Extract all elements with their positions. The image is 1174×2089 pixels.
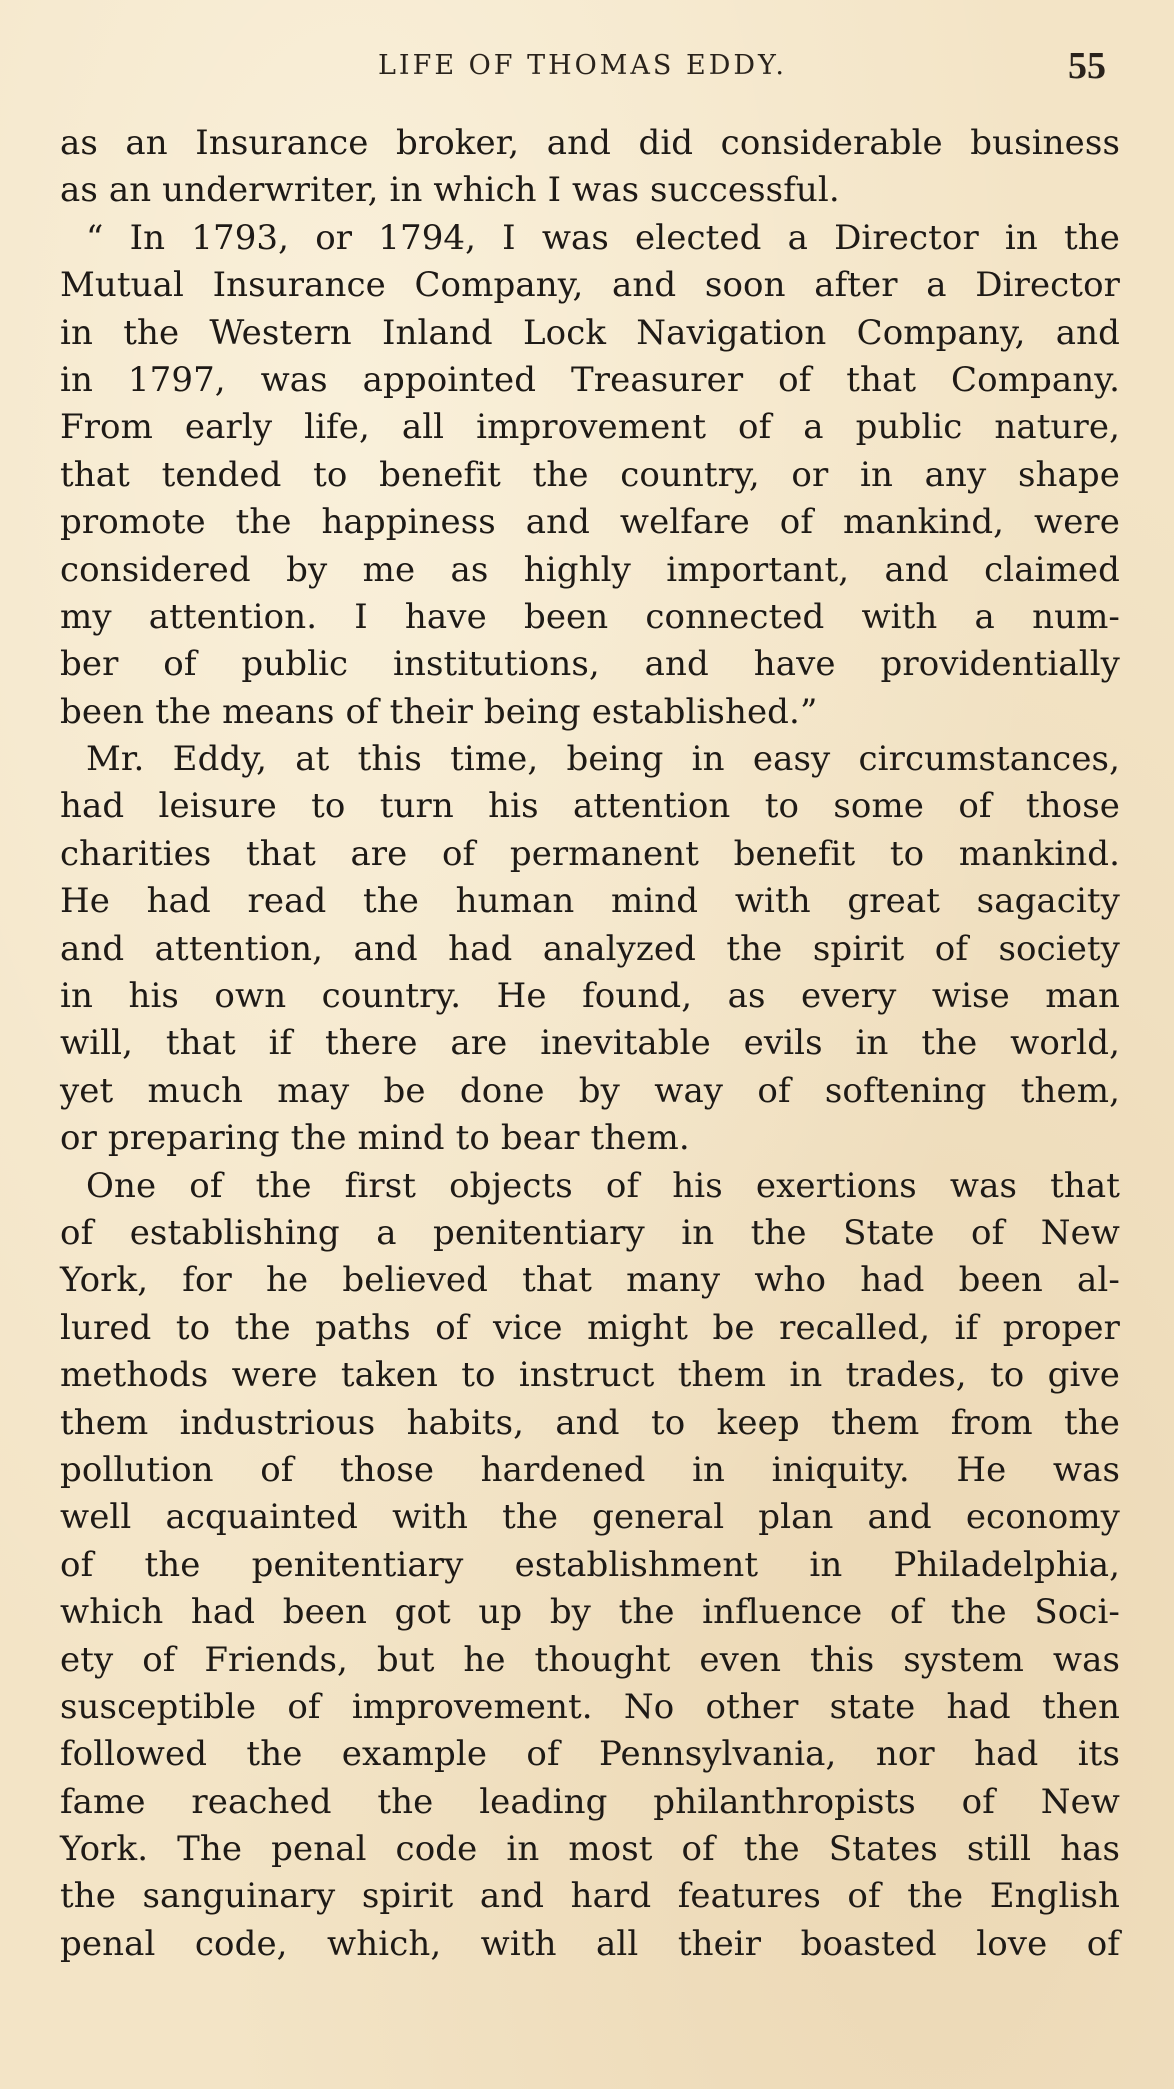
- text-line: susceptible of improvement. No other state had then: [60, 1686, 1120, 1727]
- text-line: One of the first objects of his exertions was that: [86, 1165, 1120, 1206]
- text-line: well acquainted with the general plan and economy: [60, 1497, 1120, 1538]
- text-line: From early life, all improvement of a public nature,: [60, 407, 1120, 448]
- text-line: He had read the human mind with great sagacity: [60, 881, 1120, 922]
- text-line: or preparing the mind to bear them.: [60, 1118, 690, 1159]
- text-line: of establishing a penitentiary in the State of New: [60, 1212, 1120, 1253]
- text-line: yet much may be done by way of softening them,: [60, 1070, 1120, 1111]
- text-line: York, for he believed that many who had been al-: [60, 1260, 1120, 1301]
- text-line: my attention. I have been connected with a num-: [60, 596, 1120, 637]
- text-line: in 1797, was appointed Treasurer of that Company.: [60, 359, 1120, 400]
- text-line: as an Insurance broker, and did considerable business: [60, 123, 1120, 163]
- text-line: penal code, which, with all their boasted love of: [60, 1923, 1120, 1964]
- running-title: LIFE OF THOMAS EDDY.: [378, 50, 787, 81]
- text-line: Mutual Insurance Company, and soon after a Director: [60, 265, 1120, 306]
- text-line: charities that are of permanent benefit to mankind.: [60, 833, 1120, 874]
- text-line: promote the happiness and welfare of mankind, were: [60, 502, 1120, 543]
- text-line: which had been got up by the influence of the Soci-: [60, 1592, 1120, 1633]
- text-line: in the Western Inland Lock Navigation Company, and: [60, 312, 1120, 353]
- text-line: York. The penal code in most of the States still has: [60, 1829, 1120, 1870]
- text-line: them industrious habits, and to keep them from the: [60, 1402, 1120, 1443]
- page-number: 55: [1068, 45, 1106, 87]
- running-head: [0, 44, 1174, 94]
- text-line: had leisure to turn his attention to some of those: [60, 786, 1120, 827]
- text-line: the sanguinary spirit and hard features of the English: [60, 1876, 1120, 1917]
- text-line: Mr. Eddy, at this time, being in easy circumstances,: [86, 739, 1120, 780]
- text-line: and attention, and had analyzed the spirit of society: [60, 928, 1120, 969]
- text-line: ety of Friends, but he thought even this system was: [60, 1639, 1120, 1680]
- text-line: ber of public institutions, and have providentially: [60, 644, 1120, 685]
- text-line: methods were taken to instruct them in trades, to give: [60, 1355, 1120, 1396]
- text-line: of the penitentiary establishment in Philadelphia,: [60, 1544, 1120, 1585]
- text-line: considered by me as highly important, and claimed: [60, 549, 1120, 590]
- body-text: [60, 120, 1120, 1968]
- text-line: in his own country. He found, as every wise man: [60, 976, 1120, 1017]
- text-line: lured to the paths of vice might be recalled, if proper: [60, 1307, 1120, 1348]
- text-line: that tended to benefit the country, or in any shape: [60, 454, 1120, 495]
- text-line: fame reached the leading philanthropists of New: [60, 1781, 1120, 1822]
- text-line: been the means of their being established.”: [60, 691, 818, 732]
- text-line: pollution of those hardened in iniquity. He was: [60, 1449, 1120, 1490]
- text-line: will, that if there are inevitable evils in the world,: [60, 1023, 1120, 1064]
- text-line: “ In 1793, or 1794, I was elected a Director in the: [86, 217, 1120, 258]
- text-line: followed the example of Pennsylvania, nor had its: [60, 1734, 1120, 1775]
- text-line: as an underwriter, in which I was successful.: [60, 170, 840, 211]
